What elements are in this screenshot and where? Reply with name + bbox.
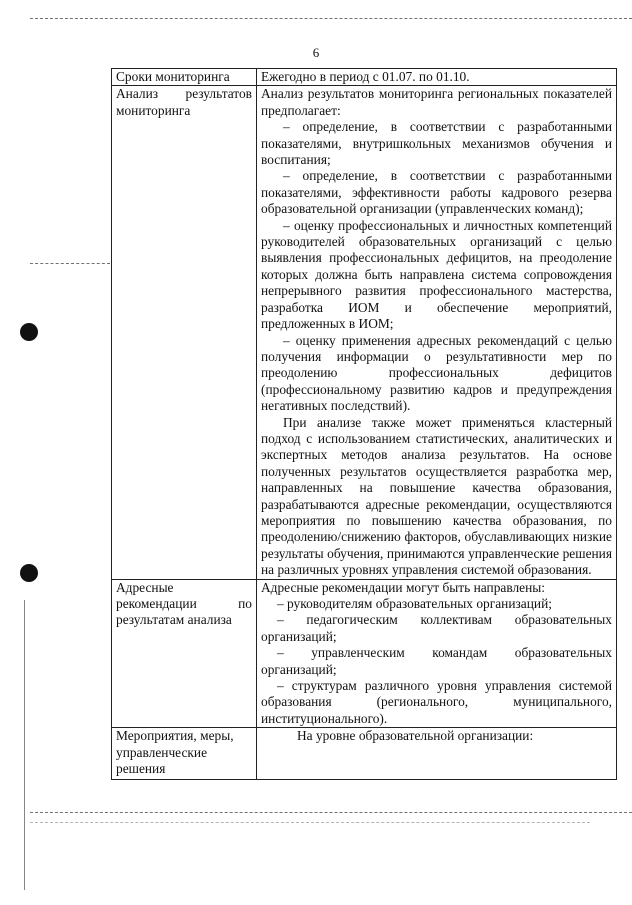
scan-artifact-top-line [30,18,632,19]
paragraph: Адресные рекомендации могут быть направлены: [261,579,546,595]
scan-artifact-mid-line [30,263,110,264]
row-label: Анализ результатов мониторинга [112,86,257,579]
paragraph: При анализе также может применяться кластерный подход с использованием статистических, аналитических и экспертных методов анализа результатов. На основе полученных результатов осуществляется разработка мер, направленных на повышение качества образования, разрабатываются адресные рекомендации, осуществляются мероприятия по повышению качества образования, по преодолению/снижению факторов, обуславливающих низкие результаты обучения, принимаются управленческие решения на различных уровнях управления системой образования. [261,414,612,578]
list-item: – оценку профессиональных и личностных компетенций руководителей образовательных организаций с целью выявления профессиональных дефицитов, на преодоление которых должна быть направлена система сопровождения непрерывного развития профессионального мастерства, разработка ИОМ и обеспечение мероприятий, предложенных в ИОМ; [261,217,612,332]
paragraph: На уровне образовательной организации: [297,728,534,744]
row-content [257,579,617,728]
punch-hole-bottom [20,564,38,582]
row-label: Адресные рекомендации по результатам анализа [112,579,257,728]
list-item: – определение, в соответствии с разработанными показателями, внутришкольных механизмов обучения и воспитания; [261,119,612,168]
row-label: Сроки мониторинга [112,69,257,86]
monitoring-table [111,68,617,780]
paragraph: Анализ результатов мониторинга региональных показателей предполагает: [261,86,612,118]
list-item: – определение, в соответствии с разработанными показателями, эффективности работы кадрового резерва образовательной организации (управленческих команд); [261,168,612,217]
list-item: – управленческим командам образовательных организаций; [261,645,612,677]
punch-hole-top [20,323,38,341]
list-item: – оценку применения адресных рекомендаций с целью получения информации о результативности мер по преодолению профессиональных дефицитов (профессиональному развитию кадров и предупреждения негативных последствий). [261,332,612,414]
table-row [112,69,617,86]
scan-artifact-left-edge [24,600,25,890]
table-row [112,579,617,728]
list-item: – педагогическим коллективам образовательных организаций; [261,612,612,644]
scan-artifact-bottom-line-2 [30,822,590,823]
row-content [257,69,617,86]
paragraph: Ежегодно в период с 01.07. по 01.10. [261,69,470,84]
scan-artifact-bottom-line [30,812,632,813]
list-item: – руководителям образовательных организаций; [277,596,552,611]
list-item: – структурам различного уровня управления системой образования (регионального, муниципального, институционального). [261,678,612,726]
table-row [112,728,617,780]
page-number: 6 [312,45,320,60]
row-content [257,728,617,780]
row-content [257,86,617,579]
row-label: Мероприятия, меры, управленческие решения [112,728,257,780]
table-row [112,86,617,579]
